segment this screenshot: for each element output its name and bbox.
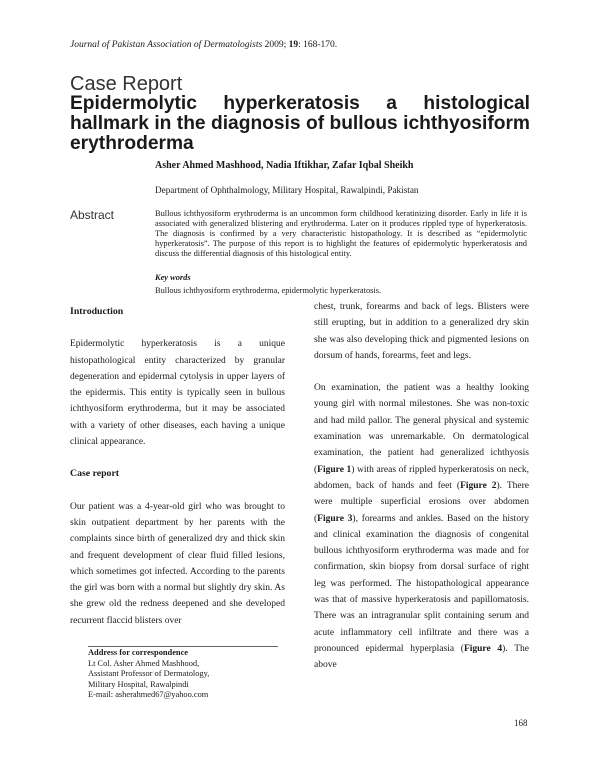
figure-1-ref: Figure 1: [317, 464, 352, 475]
case-report-paragraph: Our patient was a 4-year-old girl who was brought to skin outpatient department by her parents with the complaints since birth of generalized dry and thick skin and frequent development of clear fluid filled lesions, which sometimes got infected. According to the parents the girl was born with a normal but slightly dry skin. As she grew old the redness deepened and she developed recurrent flaccid blisters over: [70, 501, 285, 626]
correspondence-position: Assistant Professor of Dermatology,: [88, 669, 210, 678]
correspondence-hospital: Military Hospital, Rawalpindi: [88, 679, 189, 689]
correspondence-title: Address for correspondence: [88, 648, 189, 657]
exam-text-1: On examination, the patient was a healthy looking young girl with normal milestones. She was non-toxic and had mild pallor. The general physical and systemic examination was unremarkable. On dermatological examination, the patient had generalized ichthyosis (: [314, 383, 529, 475]
correspondence-name: Lt Col. Asher Ahmed Mashhood,: [88, 658, 200, 668]
exam-text-5: ). The above: [314, 643, 529, 671]
article-title: Epidermolytic hyperkeratosis a histological hallmark in the diagnosis of bullous ichthyosiform erythroderma: [70, 93, 530, 154]
exam-text-4: ), forearms and ankles. Based on the history and clinical examination the diagnosis of congenital bullous ichthyosiform erythroderma was made and for confirmation, skin biopsy from dorsal surface of right leg was performed. The histopathological appearance was that of massive hyperkeratosis and papillomatosis. There was an intragranular split containing serum and acute inflammatory cell infiltrate and there was a pronounced epidermal hyperplasia (: [314, 513, 529, 654]
examination-paragraph: [314, 380, 529, 673]
journal-volume: 19: [288, 40, 299, 50]
page-number: 168: [514, 718, 528, 728]
section-label: Case Report: [70, 73, 183, 95]
introduction-heading: Introduction: [70, 306, 124, 317]
journal-name: Journal of Pakistan Association of Dermatologists: [70, 40, 263, 50]
correspondence-divider: [88, 646, 278, 647]
author-list: Asher Ahmed Mashhood, Nadia Iftikhar, Zafar Iqbal Sheikh: [155, 160, 414, 171]
correspondence-email: E-mail: asherahmed67@yahoo.com: [88, 690, 209, 699]
exam-text-2: ) with areas of rippled hyperkeratosis on neck, abdomen, back of hands and feet (: [314, 464, 530, 491]
keywords-heading: Key words: [155, 273, 191, 282]
affiliation: Department of Ophthalmology, Military Hospital, Rawalpindi, Pakistan: [155, 185, 419, 195]
figure-2-ref: Figure 2: [460, 480, 497, 491]
introduction-paragraph: Epidermolytic hyperkeratosis is a unique histopathological entity characterized by granular degeneration and epidermal cytolysis in upper layers of the epidermis. This entity is typically seen in bullous ichthyosiform erythroderma, but it may be associated with a variety of other diseases, each having a unique clinical appearance.: [70, 339, 285, 448]
figure-4-ref: Figure 4: [463, 643, 503, 654]
journal-pages: : 168-170.: [298, 40, 338, 50]
abstract-text: Bullous ichthyosiform erythroderma is an uncommon form childhood keratinizing disorder. Early in life it is associated with generalized blistering and erythroderma. Later on it produces rippled type of hyperkeratosis. The diagnosis is confirmed by a very characteristic histopathology. It is described as “epidermolytic hyperkeratosis”. The purpose of this report is to highlight the features of epidermolytic hyperkeratosis and discuss the differential diagnosis of this histological entity.: [155, 209, 527, 259]
right-column: [314, 299, 529, 690]
journal-citation: [70, 40, 337, 50]
case-report-heading: Case report: [70, 468, 120, 480]
keywords-text: Bullous ichthyosiform erythroderma, epidermolytic hyperkeratosis.: [155, 286, 382, 295]
left-column: [70, 304, 285, 645]
journal-year: 2009;: [264, 40, 287, 50]
correspondence-block: [88, 648, 278, 701]
history-paragraph: chest, trunk, forearms and back of legs. Blisters were still erupting, but in addition to a generalized dry skin she was also developing thick and pigmented lesions on dorsum of hands, forearms, feet and legs.: [314, 302, 529, 361]
exam-text-3: ). There were multiple superficial erosions over abdomen (: [314, 480, 529, 524]
abstract-heading: Abstract: [70, 208, 115, 222]
figure-3-ref: Figure 3: [317, 513, 353, 524]
